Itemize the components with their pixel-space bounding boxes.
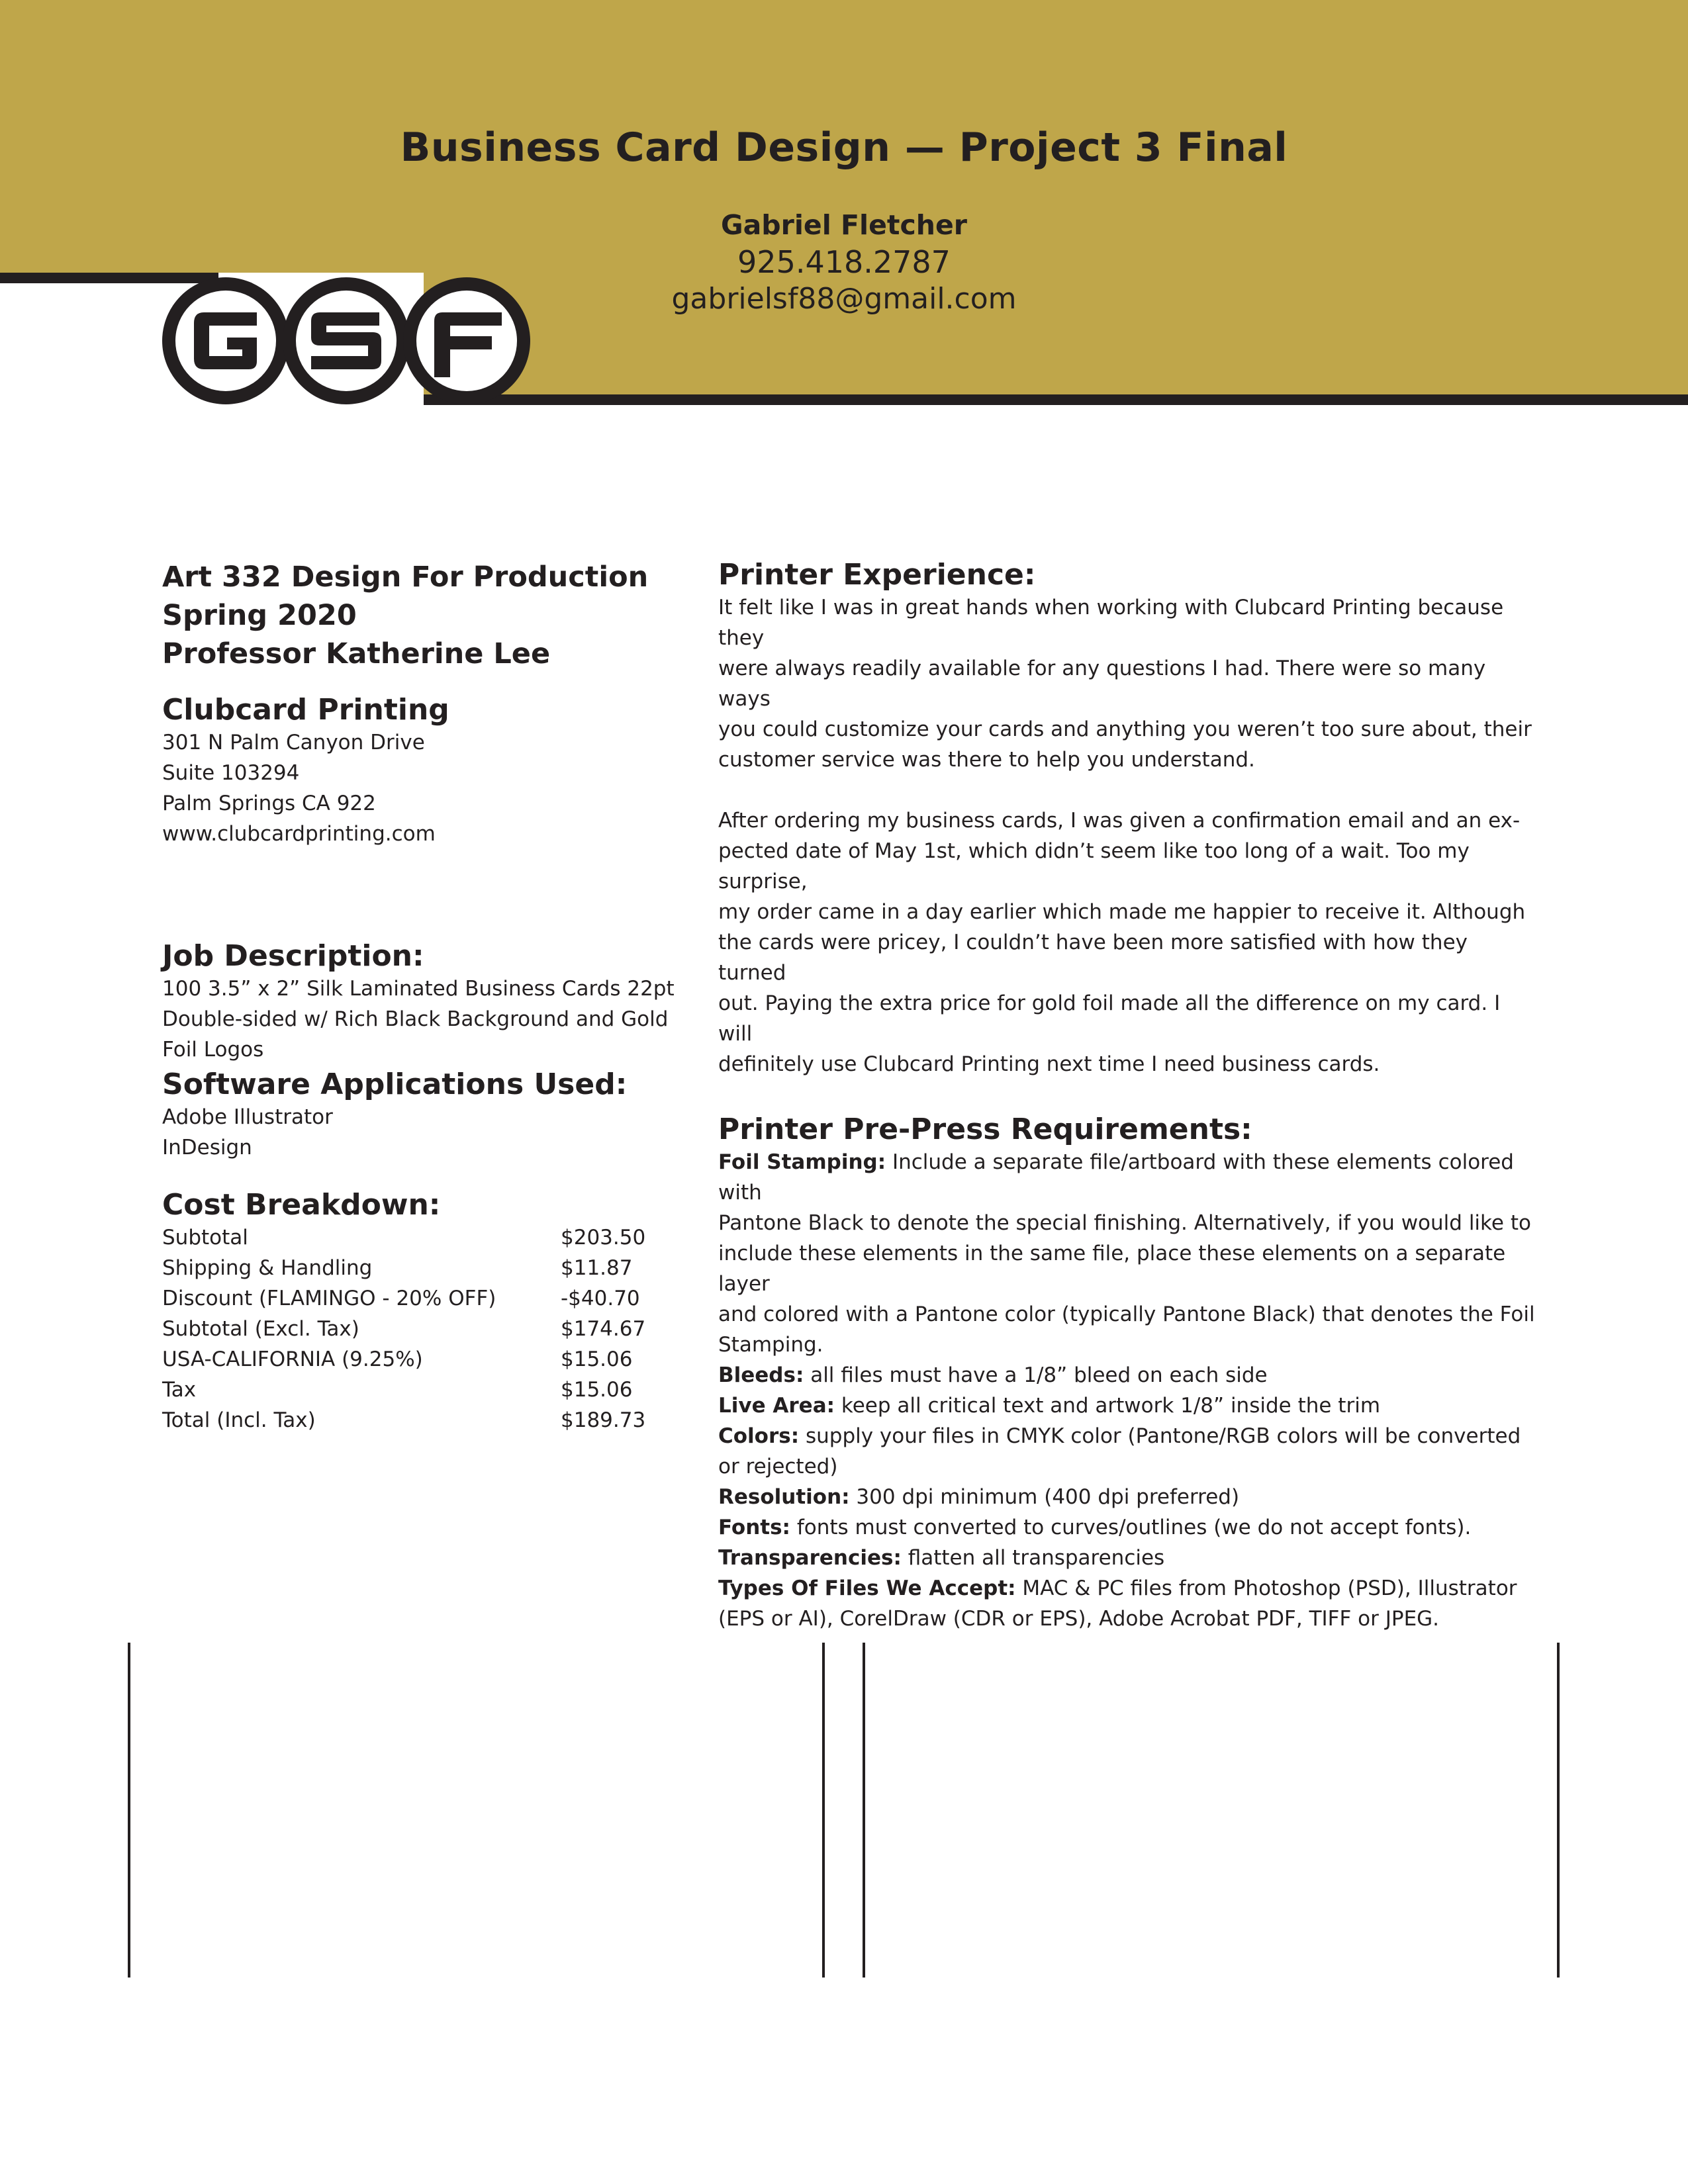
experience-line: After ordering my business cards, I was given a confirmation email and an ex-	[718, 809, 1521, 833]
requirement-label: Transparencies:	[718, 1546, 902, 1570]
job-description-line: Foil Logos	[162, 1038, 264, 1062]
requirement-text: and colored with a Pantone color (typically Pantone Black) that denotes the Foil	[718, 1302, 1535, 1326]
requirement-item	[718, 1390, 1536, 1421]
requirement-text: fonts must converted to curves/outlines (we do not accept fonts).	[790, 1516, 1472, 1539]
cost-amount: $203.50	[561, 1226, 646, 1250]
course-term: Spring 2020	[162, 599, 357, 632]
course-title: Art 332 Design For Production	[162, 561, 649, 594]
left-column	[162, 558, 679, 1435]
experience-line: pected date of May 1st, which didn’t seem like too long of a wait. Too my surprise,	[718, 839, 1470, 893]
experience-line: out. Paying the extra price for gold foil made all the difference on my card. I will	[718, 991, 1501, 1046]
requirement-item	[718, 1543, 1536, 1573]
software-item: Adobe Illustrator	[162, 1105, 333, 1129]
cost-label: Subtotal (Excl. Tax)	[162, 1317, 359, 1341]
requirement-text: all files must have a 1/8” bleed on each side	[804, 1363, 1268, 1387]
requirements-list	[718, 1147, 1536, 1634]
experience-paragraph-1	[718, 592, 1536, 775]
cost-label: Shipping & Handling	[162, 1256, 373, 1280]
cost-label: Discount (FLAMINGO - 20% OFF)	[162, 1287, 496, 1310]
requirement-text: flatten all transparencies	[901, 1546, 1165, 1570]
trim-line	[863, 1643, 865, 1978]
cost-amount: $15.06	[561, 1347, 633, 1371]
trim-line	[128, 1643, 130, 1978]
cost-amount: $15.06	[561, 1378, 633, 1402]
requirement-text: include these elements in the same file, place these elements on a separate layer	[718, 1242, 1506, 1296]
requirement-label: Live Area:	[718, 1394, 835, 1418]
contact-block	[662, 206, 1026, 318]
requirement-label: Fonts:	[718, 1516, 790, 1539]
cost-row	[162, 1283, 679, 1314]
requirement-label: Types Of Files We Accept:	[718, 1576, 1016, 1600]
cost-amount: $11.87	[561, 1256, 633, 1280]
cost-amount: $174.67	[561, 1317, 646, 1341]
requirement-text: Pantone Black to denote the special finishing. Alternatively, if you would like to	[718, 1211, 1531, 1235]
requirement-item	[718, 1512, 1536, 1543]
requirement-label: Resolution:	[718, 1485, 850, 1509]
course-professor: Professor Katherine Lee	[162, 637, 551, 670]
printer-address-line: Suite 103294	[162, 761, 300, 785]
requirement-text: Stamping.	[718, 1333, 823, 1357]
experience-heading: Printer Experience:	[718, 558, 1036, 592]
header-rule-right	[424, 394, 1688, 405]
experience-line: were always readily available for any questions I had. There were so many ways	[718, 657, 1486, 711]
experience-line: you could customize your cards and anything you weren’t too sure about, their	[718, 717, 1532, 741]
experience-line: customer service was there to help you understand.	[718, 748, 1255, 772]
right-column	[718, 558, 1536, 1634]
header-band-lower	[424, 273, 1688, 398]
requirement-text: or rejected)	[718, 1455, 838, 1479]
printer-address-line: 301 N Palm Canyon Drive	[162, 731, 425, 754]
cost-heading: Cost Breakdown:	[162, 1188, 441, 1222]
requirement-text: 300 dpi minimum (400 dpi preferred)	[849, 1485, 1240, 1509]
job-description-line: Double-sided w/ Rich Black Background and Gold	[162, 1007, 669, 1031]
requirement-item	[718, 1360, 1536, 1390]
logo-circle-g	[162, 277, 289, 404]
requirement-item	[718, 1421, 1536, 1451]
cost-label: Total (Incl. Tax)	[162, 1408, 316, 1432]
requirement-text: (EPS or AI), CorelDraw (CDR or EPS), Adobe Acrobat PDF, TIFF or JPEG.	[718, 1607, 1440, 1631]
cost-label: Subtotal	[162, 1226, 248, 1250]
requirement-label: Foil Stamping:	[718, 1150, 886, 1174]
printer-name: Clubcard Printing	[162, 693, 449, 727]
requirement-label: Colors:	[718, 1424, 800, 1448]
software-item: InDesign	[162, 1136, 252, 1160]
requirement-text: keep all critical text and artwork 1/8” inside the trim	[835, 1394, 1381, 1418]
requirement-text: Include a separate file/artboard with these elements colored with	[718, 1150, 1514, 1205]
experience-line: definitely use Clubcard Printing next time I need business cards.	[718, 1052, 1380, 1076]
printer-address-line: Palm Springs CA 922	[162, 792, 376, 815]
cost-amount: -$40.70	[561, 1287, 640, 1310]
logo-circle-s	[283, 277, 410, 404]
experience-line: my order came in a day earlier which made me happier to receive it. Although	[718, 900, 1526, 924]
requirement-label: Bleeds:	[718, 1363, 804, 1387]
designer-email: gabrielsf88@gmail.com	[671, 282, 1017, 316]
gsf-logo	[158, 271, 535, 410]
cost-row	[162, 1405, 679, 1435]
cost-row	[162, 1375, 679, 1405]
requirement-text: MAC & PC files from Photoshop (PSD), Illustrator	[1015, 1576, 1517, 1600]
cost-table	[162, 1222, 679, 1435]
printer-website: www.clubcardprinting.com	[162, 822, 436, 846]
experience-paragraph-2	[718, 805, 1536, 1079]
cost-row	[162, 1344, 679, 1375]
job-description-line: 100 3.5” x 2” Silk Laminated Business Cards 22pt	[162, 977, 675, 1001]
cost-amount: $189.73	[561, 1408, 646, 1432]
cost-label: Tax	[162, 1378, 197, 1402]
experience-line: the cards were pricey, I couldn’t have been more satisfied with how they turned	[718, 931, 1468, 985]
requirements-heading: Printer Pre-Press Requirements:	[718, 1113, 1252, 1146]
software-heading: Software Applications Used:	[162, 1068, 628, 1101]
page-title: Business Card Design — Project 3 Final	[400, 124, 1288, 171]
requirement-item	[718, 1482, 1536, 1512]
cost-row	[162, 1314, 679, 1344]
logo-circle-f	[403, 277, 530, 404]
requirement-item	[718, 1147, 1536, 1208]
requirement-text: supply your files in CMYK color (Pantone/RGB colors will be converted	[799, 1424, 1521, 1448]
designer-phone: 925.418.2787	[737, 244, 951, 280]
cost-row	[162, 1253, 679, 1283]
job-description-heading: Job Description:	[162, 939, 424, 973]
designer-name: Gabriel Fletcher	[720, 209, 968, 241]
trim-line	[1557, 1643, 1560, 1978]
cost-row	[162, 1222, 679, 1253]
experience-line: It felt like I was in great hands when working with Clubcard Printing because they	[718, 596, 1504, 650]
cost-label: USA-CALIFORNIA (9.25%)	[162, 1347, 423, 1371]
trim-line	[822, 1643, 825, 1978]
requirement-item	[718, 1573, 1536, 1604]
